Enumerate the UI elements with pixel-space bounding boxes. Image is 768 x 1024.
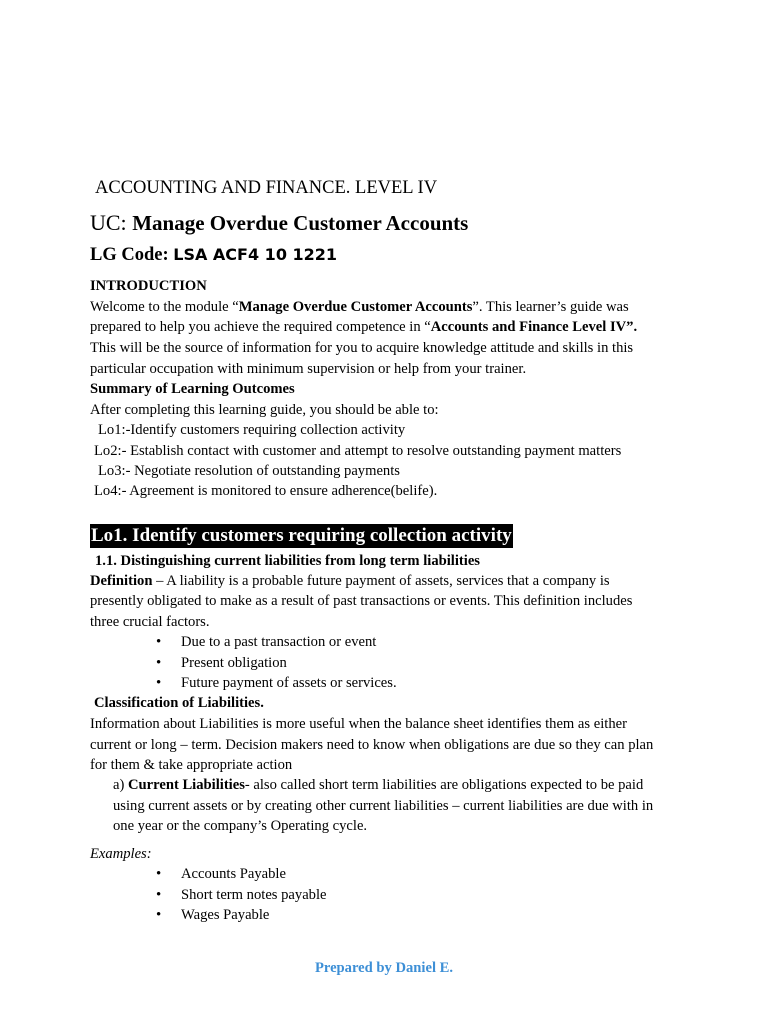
unit-of-competence (90, 208, 468, 238)
lg-code-value: LSA ACF4 10 1221 (173, 245, 338, 264)
examples-label: Examples: (90, 846, 152, 862)
qualification-name: Accounts and Finance Level IV” (430, 319, 634, 335)
definition-text: – A liability is a probable future payment of assets, services that a company is (152, 573, 610, 589)
classification-line-2: current or long – term. Decision makers need to know when obligations are due so they can plan (90, 737, 654, 753)
list-item: • Present obligation (155, 653, 397, 674)
module-name: Manage Overdue Customer Accounts (238, 299, 473, 315)
definition-line-1 (90, 571, 610, 591)
list-item: • Future payment of assets or services. (155, 673, 397, 694)
classification-heading: Classification of Liabilities. (94, 695, 264, 711)
list-item: • Wages Payable (155, 905, 327, 926)
list-item: • Accounts Payable (155, 864, 327, 885)
current-liabilities-term: Current Liabilities (128, 777, 245, 793)
intro-text: ”. This learner’s guide was (472, 299, 629, 315)
current-liabilities-line-3: one year or the company’s Operating cycle. (113, 818, 368, 834)
current-liabilities-line-2: using current assets or by creating other current liabilities – current liabilities are due with in (113, 798, 654, 814)
introduction-heading: INTRODUCTION (90, 278, 207, 294)
list-item: • Short term notes payable (155, 885, 327, 906)
learning-outcome-4: Lo4:- Agreement is monitored to ensure adherence(belife). (94, 483, 438, 499)
definition-line-3: three crucial factors. (90, 614, 210, 630)
lo1-heading: Lo1. Identify customers requiring collection activity (91, 525, 512, 546)
footer-prepared-by: Prepared by Daniel E. (314, 960, 454, 976)
intro-text: Welcome to the module “ (90, 299, 239, 315)
learning-outcome-3: Lo3:- Negotiate resolution of outstanding payments (98, 463, 400, 479)
learning-outcome-1: Lo1:-Identify customers requiring collection activity (98, 422, 406, 438)
summary-intro: After completing this learning guide, you should be able to: (90, 402, 439, 418)
definition-line-2: presently obligated to make as a result of past transactions or events. This definition includes (90, 593, 633, 609)
intro-line-1 (90, 297, 629, 317)
current-liabilities-line-1 (113, 775, 643, 795)
lo1-subheading: 1.1. Distinguishing current liabilities from long term liabilities (95, 553, 480, 569)
list-item: • Due to a past transaction or event (155, 632, 397, 653)
intro-line-4: particular occupation with minimum supervision or help from your trainer. (90, 361, 527, 377)
intro-text: . (633, 319, 638, 335)
lg-code (90, 242, 337, 268)
summary-heading: Summary of Learning Outcomes (90, 381, 295, 397)
list-marker: a) (113, 777, 128, 793)
examples-list (155, 864, 327, 926)
document-title: ACCOUNTING AND FINANCE. LEVEL IV (95, 178, 438, 198)
uc-name: Manage Overdue Customer Accounts (132, 211, 469, 235)
intro-line-3: This will be the source of information for you to acquire knowledge attitude and skills in this (90, 340, 634, 356)
intro-text: prepared to help you achieve the required competence in “ (90, 319, 431, 335)
uc-prefix: UC: (90, 210, 133, 235)
learning-outcome-2: Lo2:- Establish contact with customer and attempt to resolve outstanding payment matters (94, 443, 622, 459)
lg-prefix: LG Code: (90, 245, 174, 265)
classification-line-3: for them & take appropriate action (90, 757, 293, 773)
intro-line-2 (90, 317, 637, 337)
classification-line-1: Information about Liabilities is more useful when the balance sheet identifies them as either (90, 716, 627, 732)
factors-list (155, 632, 397, 694)
definition-term: Definition (90, 573, 153, 589)
current-liabilities-text: - also called short term liabilities are obligations expected to be paid (244, 777, 644, 793)
